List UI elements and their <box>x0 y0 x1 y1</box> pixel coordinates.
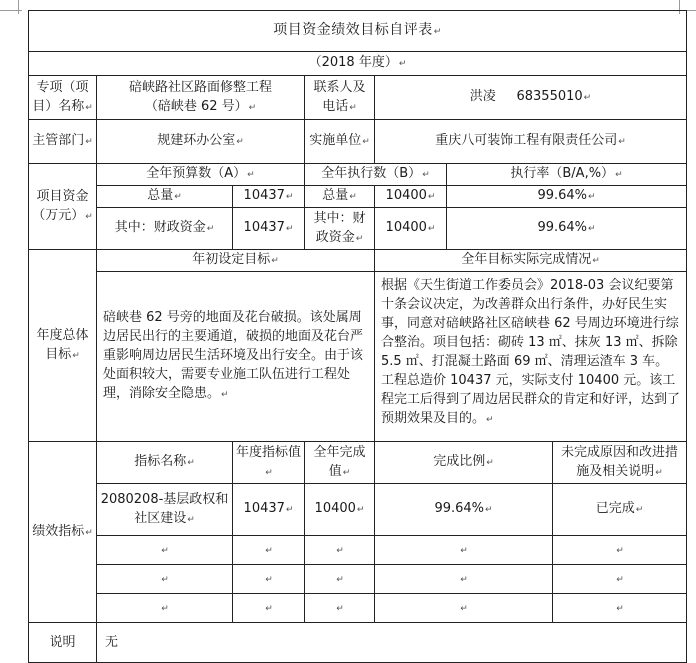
goals-label: 年度总体目标 ↵ <box>29 250 97 442</box>
rate-header: 执行率（B/A,%） ↵ <box>447 164 687 186</box>
indicator-complete-header: 全年完成值 ↵ <box>305 442 375 484</box>
funds-fiscal-exec: 10400 ↵ <box>375 208 447 250</box>
funds-total-budget: 10437 ↵ <box>233 186 305 208</box>
funds-fiscal-rate: 99.64% ↵ <box>447 208 687 250</box>
actual-result-text: 根据《天生街道工作委员会》2018-03 会议纪要第十条会议决定，为改善群众出行条件，办好民生实事，同意对碚峡路社区碚峡巷 62 号周边环境进行综合整治。项目包括：砌砖 13 ㎡、抹灰 13 ㎡、拆除 5.5 ㎡、打混凝土路面 69 ㎡、清理运渣车 3 车。工程总造价 10437 元，实际支付 10400 元。该工程完工后得到了周边居民群众的肯定和好评，达到了预期效果及目的。 ↵ <box>375 272 687 442</box>
empty-cell <box>97 594 233 623</box>
budget-header: 全年预算数（A） ↵ <box>97 164 305 186</box>
empty-cell <box>233 594 305 623</box>
funds-total-label: 总量 ↵ <box>97 186 233 208</box>
empty-cell <box>305 594 375 623</box>
form-title: 项目资金绩效目标自评表 ↵ <box>29 11 687 52</box>
empty-cell <box>233 565 305 594</box>
contact-value: 洪凌 68355010 ↵ <box>375 76 687 120</box>
funds-total-exec: 10400 ↵ <box>375 186 447 208</box>
table-row <box>29 484 687 536</box>
evaluation-form-table <box>28 10 687 663</box>
department-label: 主管部门 ↵ <box>29 120 97 164</box>
empty-cell <box>553 594 687 623</box>
empty-cell <box>97 536 233 565</box>
funds-fiscal-budget: 10437 ↵ <box>233 208 305 250</box>
empty-cell <box>375 594 553 623</box>
empty-cell <box>233 536 305 565</box>
actual-result-header: 全年目标实际完成情况 ↵ <box>375 250 687 272</box>
form-year: （2018 年度） ↵ <box>29 52 687 76</box>
indicator-annual-header: 年度指标值 ↵ <box>233 442 305 484</box>
funds-total-rate: 99.64% ↵ <box>447 186 687 208</box>
empty-cell <box>553 536 687 565</box>
indicator-ratio-header: 完成比例 ↵ <box>375 442 553 484</box>
funds-fiscal-exec-label: 其中：财政资金 ↵ <box>305 208 375 250</box>
indicator-annual: 10437 ↵ <box>233 484 305 536</box>
empty-cell <box>375 536 553 565</box>
implementer-value: 重庆八可装饰工程有限责任公司 ↵ <box>375 120 687 164</box>
funds-fiscal-label: 其中：财政资金 ↵ <box>97 208 233 250</box>
empty-cell <box>97 565 233 594</box>
contact-label: 联系人及电话 ↵ <box>305 76 375 120</box>
indicator-reason-header: 未完成原因和改进措施及相关说明 ↵ <box>553 442 687 484</box>
indicator-complete: 10400 ↵ <box>305 484 375 536</box>
indicator-reason: 已完成 ↵ <box>553 484 687 536</box>
implementer-label: 实施单位 ↵ <box>305 120 375 164</box>
table-row-empty <box>29 536 687 565</box>
table-row-empty <box>29 594 687 623</box>
table-row-empty <box>29 565 687 594</box>
empty-cell <box>305 536 375 565</box>
indicator-ratio: 99.64% ↵ <box>375 484 553 536</box>
page-margin <box>0 0 18 662</box>
department-value: 规建环办公室 ↵ <box>97 120 305 164</box>
funds-label: 项目资金（万元） ↵ <box>29 164 97 250</box>
initial-goal-header: 年初设定目标 ↵ <box>97 250 375 272</box>
empty-cell <box>305 565 375 594</box>
funds-total-exec-label: 总量 ↵ <box>305 186 375 208</box>
note-label: 说明 <box>29 623 97 663</box>
project-name-label: 专项（项目）名称 ↵ <box>29 76 97 120</box>
execution-header: 全年执行数（B） ↵ <box>305 164 447 186</box>
empty-cell <box>553 565 687 594</box>
project-name-value: 碚峡路社区路面修整工程 （碚峡巷 62 号） ↵ <box>97 76 305 120</box>
note-value: 无 <box>97 623 687 663</box>
crop-mark-top-left-v <box>18 0 19 14</box>
indicator-name-header: 指标名称 ↵ <box>97 442 233 484</box>
empty-cell <box>375 565 553 594</box>
indicator-name: 2080208-基层政权和社区建设 ↵ <box>97 484 233 536</box>
initial-goal-text: 碚峡巷 62 号旁的地面及花台破损。该处属周边居民出行的主要通道，破损的地面及花台严重影响周边居民生活环境及出行安全。由于该处面积较大，需要专业施工队伍进行工程处理，消除安全隐患。 ↵ <box>97 272 375 442</box>
indicators-label: 绩效指标 ↵ <box>29 442 97 623</box>
